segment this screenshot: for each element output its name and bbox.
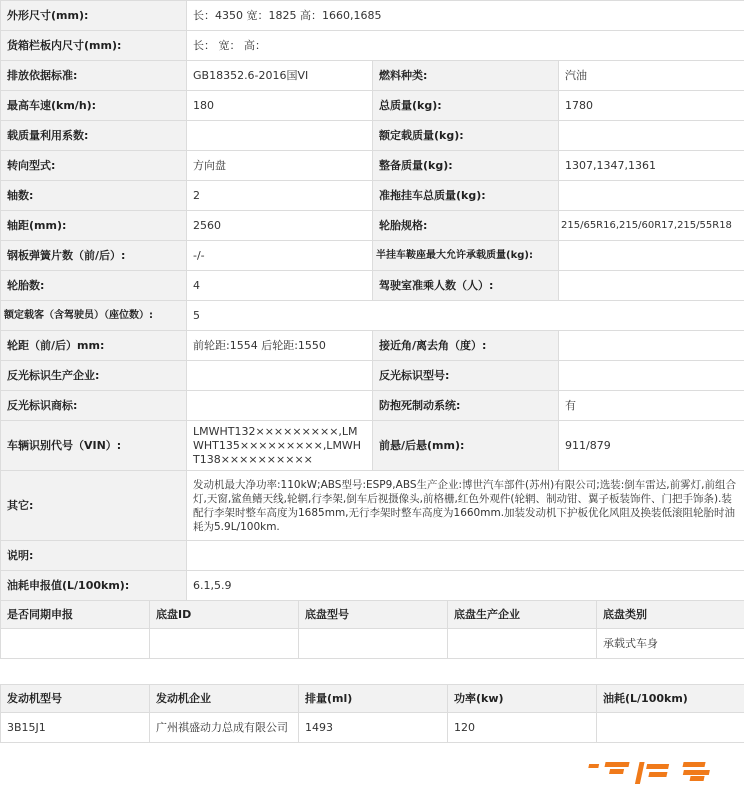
row-spring — [1, 241, 744, 271]
reflect-maker-value — [187, 361, 373, 391]
row-other — [1, 471, 744, 541]
other-label: 其它: — [1, 471, 187, 541]
row-cargo — [1, 31, 744, 61]
trailer-mass-label: 准拖挂车总质量(kg): — [373, 181, 559, 211]
tire-count-label: 轮胎数: — [1, 271, 187, 301]
seats-label: 额定载客（含驾驶员）（座位数）: — [1, 301, 187, 331]
wheelbase-value: 2560 — [187, 211, 373, 241]
reflect-model-label: 反光标识型号: — [373, 361, 559, 391]
engine-header: 发动机型号 — [1, 685, 150, 713]
chassis-header: 底盘ID — [150, 601, 299, 629]
total-mass-value: 1780 — [559, 91, 744, 121]
emission-value: GB18352.6-2016国VI — [187, 61, 373, 91]
row-steering — [1, 151, 744, 181]
chassis-header: 底盘生产企业 — [448, 601, 597, 629]
row-wheelbase — [1, 211, 744, 241]
chassis-cell: 承载式车身 — [597, 629, 744, 659]
row-tire-count — [1, 271, 744, 301]
chassis-cell — [299, 629, 448, 659]
rated-load-label: 额定载质量(kg): — [373, 121, 559, 151]
spring-label: 钢板弹簧片数（前/后）: — [1, 241, 187, 271]
track-label: 轮距（前/后）mm: — [1, 331, 187, 361]
engine-cell: 3B15J1 — [1, 713, 150, 743]
table-row — [1, 713, 744, 743]
engine-cell: 广州祺盛动力总成有限公司 — [150, 713, 299, 743]
engine-table — [0, 684, 744, 743]
trailer-mass-value — [559, 181, 744, 211]
note-value — [187, 541, 744, 571]
row-track — [1, 331, 744, 361]
table-row — [1, 629, 744, 659]
steering-value: 方向盘 — [187, 151, 373, 181]
watermark-logo — [568, 760, 744, 800]
fuel-cons-value: 6.1,5.9 — [187, 571, 744, 601]
row-axles — [1, 181, 744, 211]
abs-value: 有 — [559, 391, 744, 421]
seats-value: 5 — [187, 301, 744, 331]
chassis-cell — [448, 629, 597, 659]
angle-value — [559, 331, 744, 361]
reflect-maker-label: 反光标识生产企业: — [1, 361, 187, 391]
emission-label: 排放依据标准: — [1, 61, 187, 91]
chassis-cell — [1, 629, 150, 659]
axles-value: 2 — [187, 181, 373, 211]
engine-header: 功率(kw) — [448, 685, 597, 713]
engine-header: 发动机企业 — [150, 685, 299, 713]
cargo-label: 货箱栏板内尺寸(mm): — [1, 31, 187, 61]
cargo-value: 长： 宽： 高： — [187, 31, 744, 61]
abs-label: 防抱死制动系统: — [373, 391, 559, 421]
size-value: 长：4350 宽：1825 高：1660,1685 — [187, 1, 744, 31]
engine-cell: 1493 — [299, 713, 448, 743]
reflect-brand-label: 反光标识商标: — [1, 391, 187, 421]
fuel-label: 燃料种类: — [373, 61, 559, 91]
curb-mass-value: 1307,1347,1361 — [559, 151, 744, 181]
chassis-header: 底盘型号 — [299, 601, 448, 629]
row-reflect-brand — [1, 391, 744, 421]
fuel-cons-label: 油耗申报值(L/100km): — [1, 571, 187, 601]
row-load-coef — [1, 121, 744, 151]
row-seats — [1, 301, 744, 331]
tire-label: 轮胎规格: — [373, 211, 559, 241]
vin-value: LMWHT132×××××××××,LMWHT135×××××××××,LMWHT138×××××××××× — [187, 421, 373, 471]
steering-label: 转向型式: — [1, 151, 187, 181]
speed-value: 180 — [187, 91, 373, 121]
speed-label: 最高车速(km/h): — [1, 91, 187, 121]
row-fuel-cons — [1, 571, 744, 601]
overhang-value: 911/879 — [559, 421, 744, 471]
rated-load-value — [559, 121, 744, 151]
engine-header: 油耗(L/100km) — [597, 685, 744, 713]
fuel-value: 汽油 — [559, 61, 744, 91]
spring-value: -/- — [187, 241, 373, 271]
axles-label: 轴数: — [1, 181, 187, 211]
chassis-header: 是否同期申报 — [1, 601, 150, 629]
vin-label: 车辆识别代号（VIN）: — [1, 421, 187, 471]
tire-count-value: 4 — [187, 271, 373, 301]
saddle-label: 半挂车鞍座最大允许承载质量(kg): — [373, 241, 559, 271]
chassis-header-row — [1, 601, 744, 629]
engine-cell — [597, 713, 744, 743]
chassis-table — [0, 600, 744, 659]
row-vin — [1, 421, 744, 471]
angle-label: 接近角/离去角（度）: — [373, 331, 559, 361]
tire-value: 215/65R16,215/60R17,215/55R18 — [559, 211, 744, 241]
saddle-value — [559, 241, 744, 271]
cab-value — [559, 271, 744, 301]
load-coef-label: 载质量利用系数: — [1, 121, 187, 151]
chassis-cell — [150, 629, 299, 659]
chassis-header: 底盘类别 — [597, 601, 744, 629]
other-value: 发动机最大净功率:110kW;ABS型号:ESP9,ABS生产企业:博世汽车部件(苏州)有限公司;选装:倒车雷达,前雾灯,前组合灯,天窗,鲨鱼鳍天线,轮辋,行李架,倒车后视摄像头,前格栅,红色外观件(轮辋、制动钳、翼子板装饰件、门把手饰条).装配行李架时整车高度为1685mm,无行李架时整车高度为1660mm.加装发动机下护板优化风阻及换装低滚阻轮胎时油耗为5.9L/100km. — [187, 471, 744, 541]
curb-mass-label: 整备质量(kg): — [373, 151, 559, 181]
row-emission — [1, 61, 744, 91]
wheelbase-label: 轴距(mm): — [1, 211, 187, 241]
engine-header-row — [1, 685, 744, 713]
row-speed — [1, 91, 744, 121]
row-note — [1, 541, 744, 571]
cab-label: 驾驶室准乘人数（人）: — [373, 271, 559, 301]
row-size — [1, 1, 744, 31]
total-mass-label: 总质量(kg): — [373, 91, 559, 121]
reflect-model-value — [559, 361, 744, 391]
row-reflect-maker — [1, 361, 744, 391]
engine-header: 排量(ml) — [299, 685, 448, 713]
track-value: 前轮距:1554 后轮距:1550 — [187, 331, 373, 361]
load-coef-value — [187, 121, 373, 151]
overhang-label: 前悬/后悬(mm): — [373, 421, 559, 471]
note-label: 说明: — [1, 541, 187, 571]
size-label: 外形尺寸(mm): — [1, 1, 187, 31]
reflect-brand-value — [187, 391, 373, 421]
engine-cell: 120 — [448, 713, 597, 743]
